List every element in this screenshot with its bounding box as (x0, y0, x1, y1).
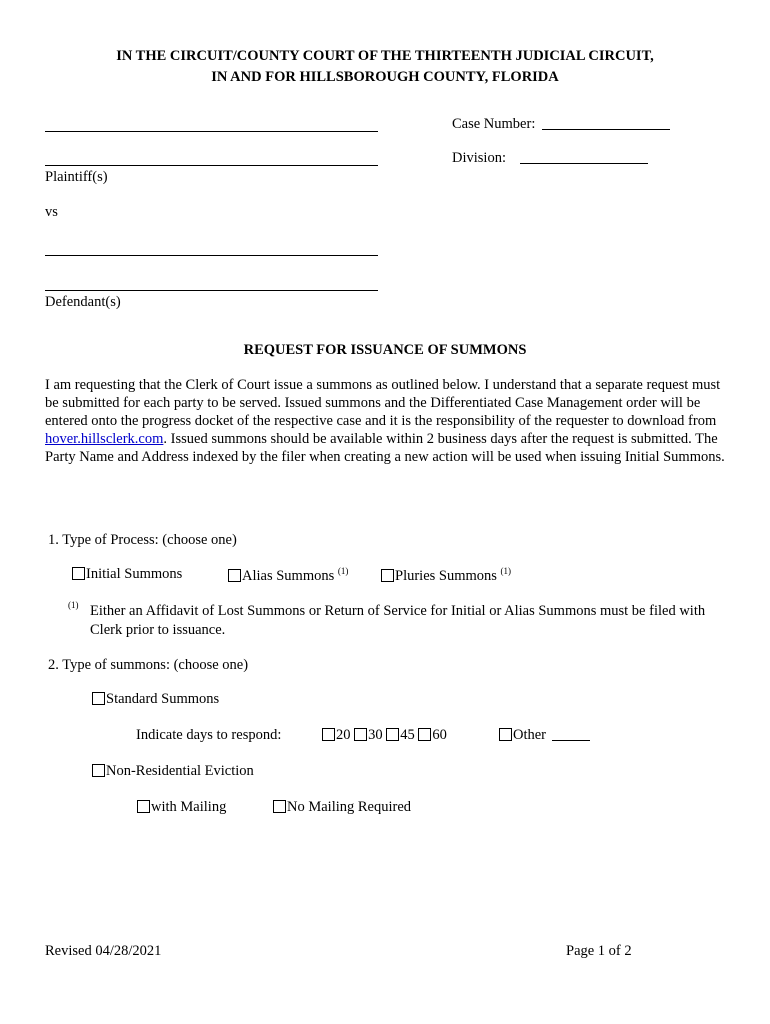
page-number: Page 1 of 2 (566, 943, 632, 959)
initial-summons-label: Initial Summons (86, 566, 183, 582)
court-header-line2: IN AND FOR HILLSBOROUGH COUNTY, FLORIDA (211, 69, 559, 85)
days-20-checkbox[interactable] (322, 728, 335, 741)
no-mailing-label: No Mailing Required (287, 799, 412, 815)
days-45-checkbox[interactable] (386, 728, 399, 741)
defendant-line-2[interactable] (45, 290, 378, 291)
with-mailing-checkbox[interactable] (137, 800, 150, 813)
defendant-line-1[interactable] (45, 255, 378, 256)
option-alias-summons[interactable] (228, 566, 348, 585)
no-mailing-checkbox[interactable] (273, 800, 286, 813)
with-mailing-label: with Mailing (151, 799, 227, 815)
division-field[interactable] (520, 163, 648, 164)
case-number-row (452, 116, 670, 133)
standard-summons-checkbox[interactable] (92, 692, 105, 705)
intro-text-1: I am requesting that the Clerk of Court issue a summons as outlined below. I understand that a separate request must be submitted for each party to be served. Issued summons and the Differentiated Case Management order will be entered onto the progress docket of the respective case and it is the responsibility of the requester to download from (45, 377, 721, 429)
days-60-label: 60 (432, 727, 447, 743)
division-label: Division: (452, 150, 506, 166)
option-non-residential-eviction[interactable] (92, 763, 254, 780)
other-days-field[interactable] (552, 740, 590, 741)
defendant-label: Defendant(s) (45, 294, 121, 310)
pluries-summons-checkbox[interactable] (381, 569, 394, 582)
vs-label: vs (45, 204, 58, 220)
pluries-footnote-mark: (1) (500, 566, 512, 576)
alias-summons-checkbox[interactable] (228, 569, 241, 582)
days-60-checkbox[interactable] (418, 728, 431, 741)
plaintiff-line-2[interactable] (45, 165, 378, 166)
days-30-label: 30 (368, 727, 383, 743)
option-other-days[interactable] (499, 727, 590, 744)
revised-date: Revised 04/28/2021 (45, 943, 162, 959)
option-pluries-summons[interactable] (381, 566, 511, 585)
eviction-checkbox[interactable] (92, 764, 105, 777)
days-label: Indicate days to respond: (136, 727, 282, 743)
alias-summons-label: Alias Summons (242, 567, 335, 584)
days-30-checkbox[interactable] (354, 728, 367, 741)
section1-label: 1. Type of Process: (choose one) (48, 532, 237, 548)
hover-link[interactable]: hover.hillsclerk.com (45, 431, 164, 447)
intro-text-2: . Issued summons should be available within 2 business days after the request is submitted. The Party Name and Address indexed by the filer when creating a new action will be used when issuing Initial Summons. (45, 431, 725, 465)
alias-footnote-mark: (1) (337, 566, 349, 576)
option-with-mailing[interactable] (137, 799, 226, 816)
pluries-summons-label: Pluries Summons (395, 567, 497, 584)
division-row (452, 150, 648, 167)
form-title: REQUEST FOR ISSUANCE OF SUMMONS (243, 342, 527, 358)
eviction-label: Non-Residential Eviction (106, 763, 254, 779)
footnote-mark: (1) (68, 600, 79, 610)
other-days-checkbox[interactable] (499, 728, 512, 741)
option-no-mailing[interactable] (273, 799, 411, 816)
case-number-field[interactable] (542, 129, 670, 130)
section2-label: 2. Type of summons: (choose one) (48, 657, 249, 673)
case-number-label: Case Number: (452, 116, 536, 132)
days-20-label: 20 (336, 727, 351, 743)
option-standard-summons[interactable] (92, 691, 219, 708)
court-header-line1: IN THE CIRCUIT/COUNTY COURT OF THE THIRTEENTH JUDICIAL CIRCUIT, (116, 48, 654, 64)
days-45-label: 45 (400, 727, 415, 743)
days-options (322, 727, 447, 744)
intro-paragraph (45, 376, 725, 466)
initial-summons-checkbox[interactable] (72, 567, 85, 580)
standard-summons-label: Standard Summons (106, 691, 220, 707)
footnote-text: Either an Affidavit of Lost Summons or Return of Service for Initial or Alias Summons must be filed with Clerk prior to issuance. (90, 603, 706, 638)
other-days-label: Other (513, 727, 547, 743)
plaintiff-line-1[interactable] (45, 131, 378, 132)
plaintiff-label: Plaintiff(s) (45, 169, 108, 185)
option-initial-summons[interactable] (72, 566, 182, 583)
